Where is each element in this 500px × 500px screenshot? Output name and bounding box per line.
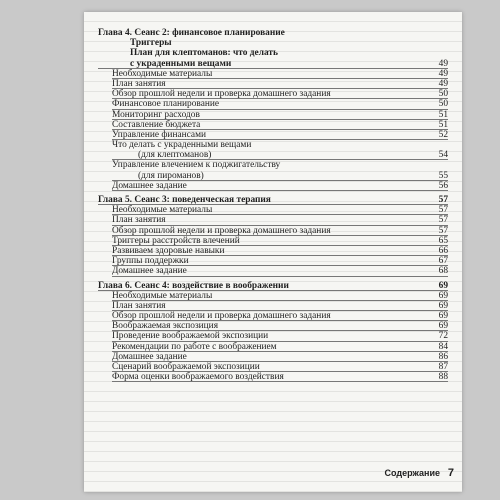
toc-entry	[98, 352, 458, 362]
page-number: 86	[438, 351, 448, 362]
entry-label: Управление влечением к поджигательству	[112, 160, 281, 171]
page-number: 65	[438, 235, 448, 246]
running-footer-label: Содержание	[384, 468, 440, 478]
toc-entry	[98, 301, 458, 311]
subheading-text: Триггеры	[130, 38, 172, 49]
subheading-text: План для клептоманов: что делать	[130, 48, 278, 59]
entry-label: Мониторинг расходов	[112, 109, 200, 120]
page-number: 55	[438, 170, 448, 181]
entry-label: План занятия	[112, 78, 166, 89]
page-number: 49	[438, 58, 448, 69]
page-number: 51	[438, 109, 448, 120]
entry-label: Необходимые материалы	[112, 205, 213, 216]
entry-label: Форма оценки воображаемого воздействия	[112, 372, 284, 383]
chapter-4-subheading	[98, 48, 458, 58]
toc-entry	[98, 69, 458, 79]
toc-entry	[98, 226, 458, 236]
page-footer	[84, 468, 462, 482]
entry-label: План занятия	[112, 300, 166, 311]
chapter-4-entries	[98, 69, 458, 191]
page-number: 57	[438, 225, 448, 236]
page-number: 67	[438, 256, 448, 267]
toc-entry-continuation	[98, 150, 458, 160]
toc-entry	[98, 89, 458, 99]
page-number: 56	[438, 180, 448, 191]
entry-label: Обзор прошлой недели и проверка домашнего задания	[112, 89, 331, 100]
entry-label: Проведение воображаемой экспозиции	[112, 331, 269, 342]
entry-label: Развиваем здоровые навыки	[112, 245, 225, 256]
page-number: 49	[438, 68, 448, 79]
page-number: 69	[438, 300, 448, 311]
entry-label: Сценарий воображаемой экспозиции	[112, 362, 260, 372]
page-number: 72	[438, 331, 448, 342]
entry-label: Необходимые материалы	[112, 290, 213, 301]
toc-entry	[98, 291, 458, 301]
entry-label: (для пироманов)	[138, 170, 204, 181]
entry-label: Воображаемая экспозиция	[112, 321, 219, 332]
entry-label: Управление финансами	[112, 129, 207, 140]
toc-entry	[98, 110, 458, 120]
entry-label: План занятия	[112, 215, 166, 226]
chapter-title: Глава 6. Сеанс 4: воздействие в воображении	[98, 280, 289, 291]
footer-page-number: 7	[447, 467, 454, 479]
chapter-5-heading	[98, 195, 458, 205]
page-number: 69	[438, 321, 448, 332]
toc-entry	[98, 321, 458, 331]
chapter-6-heading	[98, 281, 458, 291]
leader-line	[112, 190, 448, 191]
page-number: 51	[438, 119, 448, 130]
entry-label: Рекомендации по работе с воображением	[112, 341, 277, 352]
toc-entry	[98, 205, 458, 215]
leader-line	[112, 381, 448, 382]
page-number: 69	[438, 290, 448, 301]
page-number: 68	[438, 266, 448, 277]
chapter-title: Глава 5. Сеанс 3: поведенческая терапия	[98, 195, 271, 205]
toc-entry	[98, 256, 458, 266]
entry-label: Домашнее задание	[112, 351, 187, 362]
toc-entry	[98, 236, 458, 246]
page-number: 69	[438, 311, 448, 322]
toc-entry	[98, 215, 458, 225]
chapter-4-heading	[98, 28, 458, 38]
toc-entry	[98, 311, 458, 321]
page-number: 52	[438, 129, 448, 140]
toc-entry	[98, 331, 458, 341]
page-number: 66	[438, 245, 448, 256]
book-page	[84, 12, 462, 492]
page-number: 69	[438, 280, 448, 291]
toc-entry-continuation	[98, 171, 458, 181]
toc-entry	[98, 342, 458, 352]
entry-label: Домашнее задание	[112, 266, 187, 277]
chapter-4-subheading	[98, 38, 458, 48]
toc-entry	[98, 266, 458, 276]
table-of-contents	[98, 28, 458, 382]
page-number: 50	[438, 89, 448, 100]
entry-label: Обзор прошлой недели и проверка домашнего задания	[112, 225, 331, 236]
entry-label: Составление бюджета	[112, 119, 201, 130]
entry-label: (для клептоманов)	[138, 150, 212, 161]
toc-entry	[98, 130, 458, 140]
toc-entry	[98, 79, 458, 89]
entry-label: Необходимые материалы	[112, 68, 213, 79]
chapter-5-entries	[98, 205, 458, 276]
chapter-6-entries	[98, 291, 458, 383]
page-number: 84	[438, 341, 448, 352]
chapter-4-subheading	[98, 59, 458, 69]
entry-label: Финансовое планирование	[112, 99, 220, 110]
page-number: 49	[438, 78, 448, 89]
entry-label: Триггеры расстройств влечений	[112, 235, 240, 246]
page-number: 88	[438, 372, 448, 383]
entry-label: Обзор прошлой недели и проверка домашнего задания	[112, 311, 331, 322]
page-number: 54	[438, 150, 448, 161]
entry-label: Группы поддержки	[112, 256, 189, 267]
page-number: 57	[438, 215, 448, 226]
page-number: 50	[438, 99, 448, 110]
chapter-title: Глава 4. Сеанс 2: финансовое планирование	[98, 28, 285, 38]
subheading-text: с украденными вещами	[130, 58, 232, 69]
page-number: 87	[438, 362, 448, 372]
toc-entry	[98, 140, 458, 150]
toc-entry	[98, 362, 458, 372]
entry-label: Что делать с украденными вещами	[112, 140, 252, 151]
page-number: 57	[438, 205, 448, 216]
toc-entry	[98, 181, 458, 191]
entry-label: Домашнее задание	[112, 180, 187, 191]
page-number: 57	[438, 195, 448, 205]
toc-entry	[98, 120, 458, 130]
toc-entry	[98, 246, 458, 256]
toc-entry	[98, 99, 458, 109]
leader-line	[112, 276, 448, 277]
toc-entry	[98, 372, 458, 382]
toc-entry	[98, 160, 458, 170]
